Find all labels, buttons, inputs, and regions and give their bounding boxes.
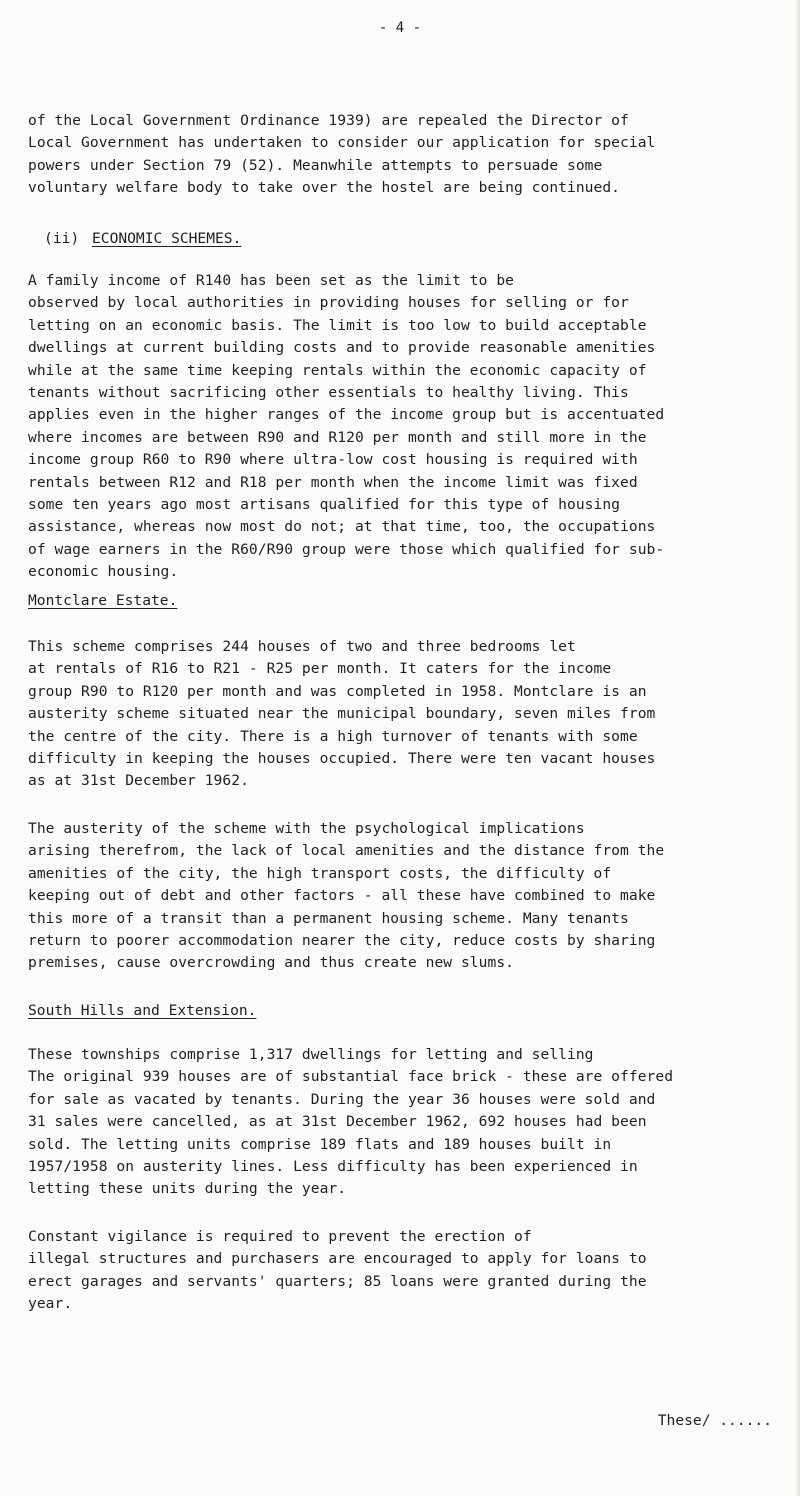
- economic-schemes-paragraph: A family income of R140 has been set as the limit to be observed by local authorities in providing houses for selling or for letting on an economic basis. The limit is too low to build acceptable dwellings at current building costs and to provide reasonable amenities while at the same time keeping rentals within the economic capacity of tenants without sacrificing other essentials to healthy living. This applies even in the higher ranges of the income group but is accentuated where incomes are between R90 and R120 per month and still more in the income group R60 to R90 where ultra-low cost housing is required with rentals between R12 and R18 per month when the income limit was fixed some ten years ago most artisans qualified for this type of housing assistance, whereas now most do not; at that time, too, the occupations of wage earners in the R60/R90 group were those which qualified for sub- economic housing.: [28, 272, 665, 581]
- scan-edge-shadow: [796, 0, 800, 1496]
- montclare-heading: Montclare Estate.: [28, 592, 178, 609]
- intro-paragraph: of the Local Government Ordinance 1939) are repealed the Director of Local Government has undertaken to consider our application for special powers under Section 79 (52). Meanwhile attempts to persuade some voluntary welfare body to take over the hostel are being continued.: [28, 112, 656, 197]
- south-hills-heading: South Hills and Extension.: [28, 1002, 257, 1019]
- section-number: (ii): [44, 230, 80, 247]
- footer-catchword: These/ ......: [657, 1412, 772, 1429]
- page-number: - 4 -: [378, 20, 422, 36]
- section-title: ECONOMIC SCHEMES.: [92, 230, 242, 247]
- south-hills-paragraph-2: Constant vigilance is required to prevent the erection of illegal structures and purchasers are encouraged to apply for loans to erect garages and servants' quarters; 85 loans were granted during the year.: [28, 1228, 647, 1313]
- montclare-paragraph-1: This scheme comprises 244 houses of two and three bedrooms let at rentals of R16 to R21 - R25 per month. It caters for the income group R90 to R120 per month and was completed in 1958. Montclare is an austerity scheme situated near the municipal boundary, seven miles from the centre of the city. There is a high turnover of tenants with some difficulty in keeping the houses occupied. There were ten vacant houses as at 31st December 1962.: [28, 638, 656, 790]
- montclare-paragraph-2: The austerity of the scheme with the psychological implications arising therefrom, the lack of local amenities and the distance from the amenities of the city, the high transport costs, the difficulty of keeping out of debt and other factors - all these have combined to make this more of a transit than a permanent housing scheme. Many tenants return to poorer accommodation nearer the city, reduce costs by sharing premises, cause overcrowding and thus create new slums.: [28, 820, 665, 972]
- south-hills-paragraph-1: These townships comprise 1,317 dwellings for letting and selling The original 939 houses are of substantial face brick - these are offered for sale as vacated by tenants. During the year 36 houses were sold and 31 sales were cancelled, as at 31st December 1962, 692 houses had been sold. The letting units comprise 189 flats and 189 houses built in 1957/1958 on austerity lines. Less difficulty has been experienced in letting these units during the year.: [28, 1046, 674, 1198]
